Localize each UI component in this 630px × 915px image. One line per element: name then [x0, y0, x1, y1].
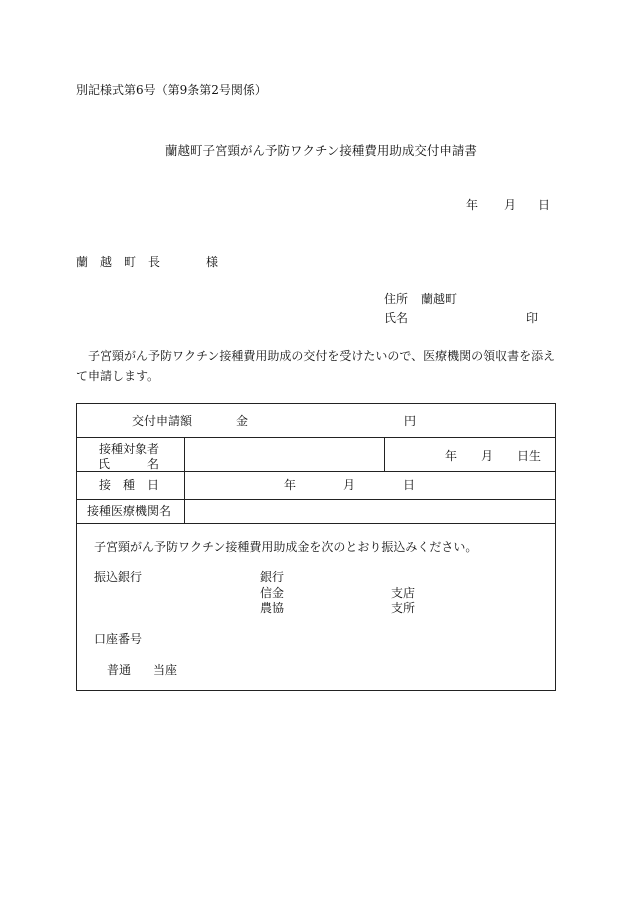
branch-type-shisho: 支所: [391, 601, 416, 615]
seal-mark: 印: [526, 311, 539, 325]
table-divider: [384, 437, 385, 471]
vaccination-date-label: 接 種 日: [99, 478, 160, 492]
bank-type-noukyou: 農協: [260, 601, 285, 615]
birth-month: 月: [481, 449, 494, 463]
subject-name-label-a: 氏: [98, 457, 111, 471]
vaccination-day: 日: [403, 478, 416, 492]
table-divider: [77, 437, 555, 438]
branch-type-shiten: 支店: [391, 586, 416, 600]
date-year: 年: [466, 198, 479, 212]
addressee-name: 蘭 越 町 長: [76, 255, 161, 269]
bank-label: 振込銀行: [94, 570, 143, 584]
subject-name-label-b: 名: [147, 457, 160, 471]
date-month: 月: [504, 198, 517, 212]
form-number: 別記様式第6号（第9条第2号関係）: [76, 83, 267, 97]
account-number-label: 口座番号: [94, 632, 143, 646]
account-type-futsuu: 普通: [107, 663, 132, 677]
vaccination-year: 年: [284, 478, 297, 492]
document-title: 蘭越町子宮頸がん予防ワクチン接種費用助成交付申請書: [165, 143, 477, 158]
applicant-name-label: 氏名: [384, 311, 409, 325]
subject-label: 接種対象者: [99, 442, 160, 456]
table-divider: [77, 499, 555, 500]
transfer-sentence: 子宮頸がん予防ワクチン接種費用助成金を次のとおり振込みください。: [94, 540, 478, 554]
body-text-line1: 子宮頸がん予防ワクチン接種費用助成の交付を受けたいので、医療機関の領収書を添え: [88, 349, 556, 363]
table-divider: [77, 523, 555, 524]
body-text-line2: て申請します。: [76, 369, 160, 383]
amount-prefix: 金: [236, 414, 249, 428]
amount-suffix: 円: [404, 414, 417, 428]
address-label: 住所: [384, 292, 409, 306]
amount-label: 交付申請額: [132, 414, 193, 428]
bank-type-shinkin: 信金: [260, 586, 285, 600]
date-day: 日: [538, 198, 551, 212]
application-table: [76, 403, 556, 691]
birth-day: 日生: [517, 449, 542, 463]
account-type-touza: 当座: [153, 663, 178, 677]
birth-year: 年: [445, 449, 458, 463]
table-divider: [184, 437, 185, 523]
vaccination-month: 月: [343, 478, 356, 492]
address-value: 蘭越町: [421, 292, 458, 306]
addressee-honorific: 様: [206, 255, 219, 269]
bank-type-ginkou: 銀行: [260, 570, 285, 584]
institution-label: 接種医療機関名: [87, 504, 172, 518]
